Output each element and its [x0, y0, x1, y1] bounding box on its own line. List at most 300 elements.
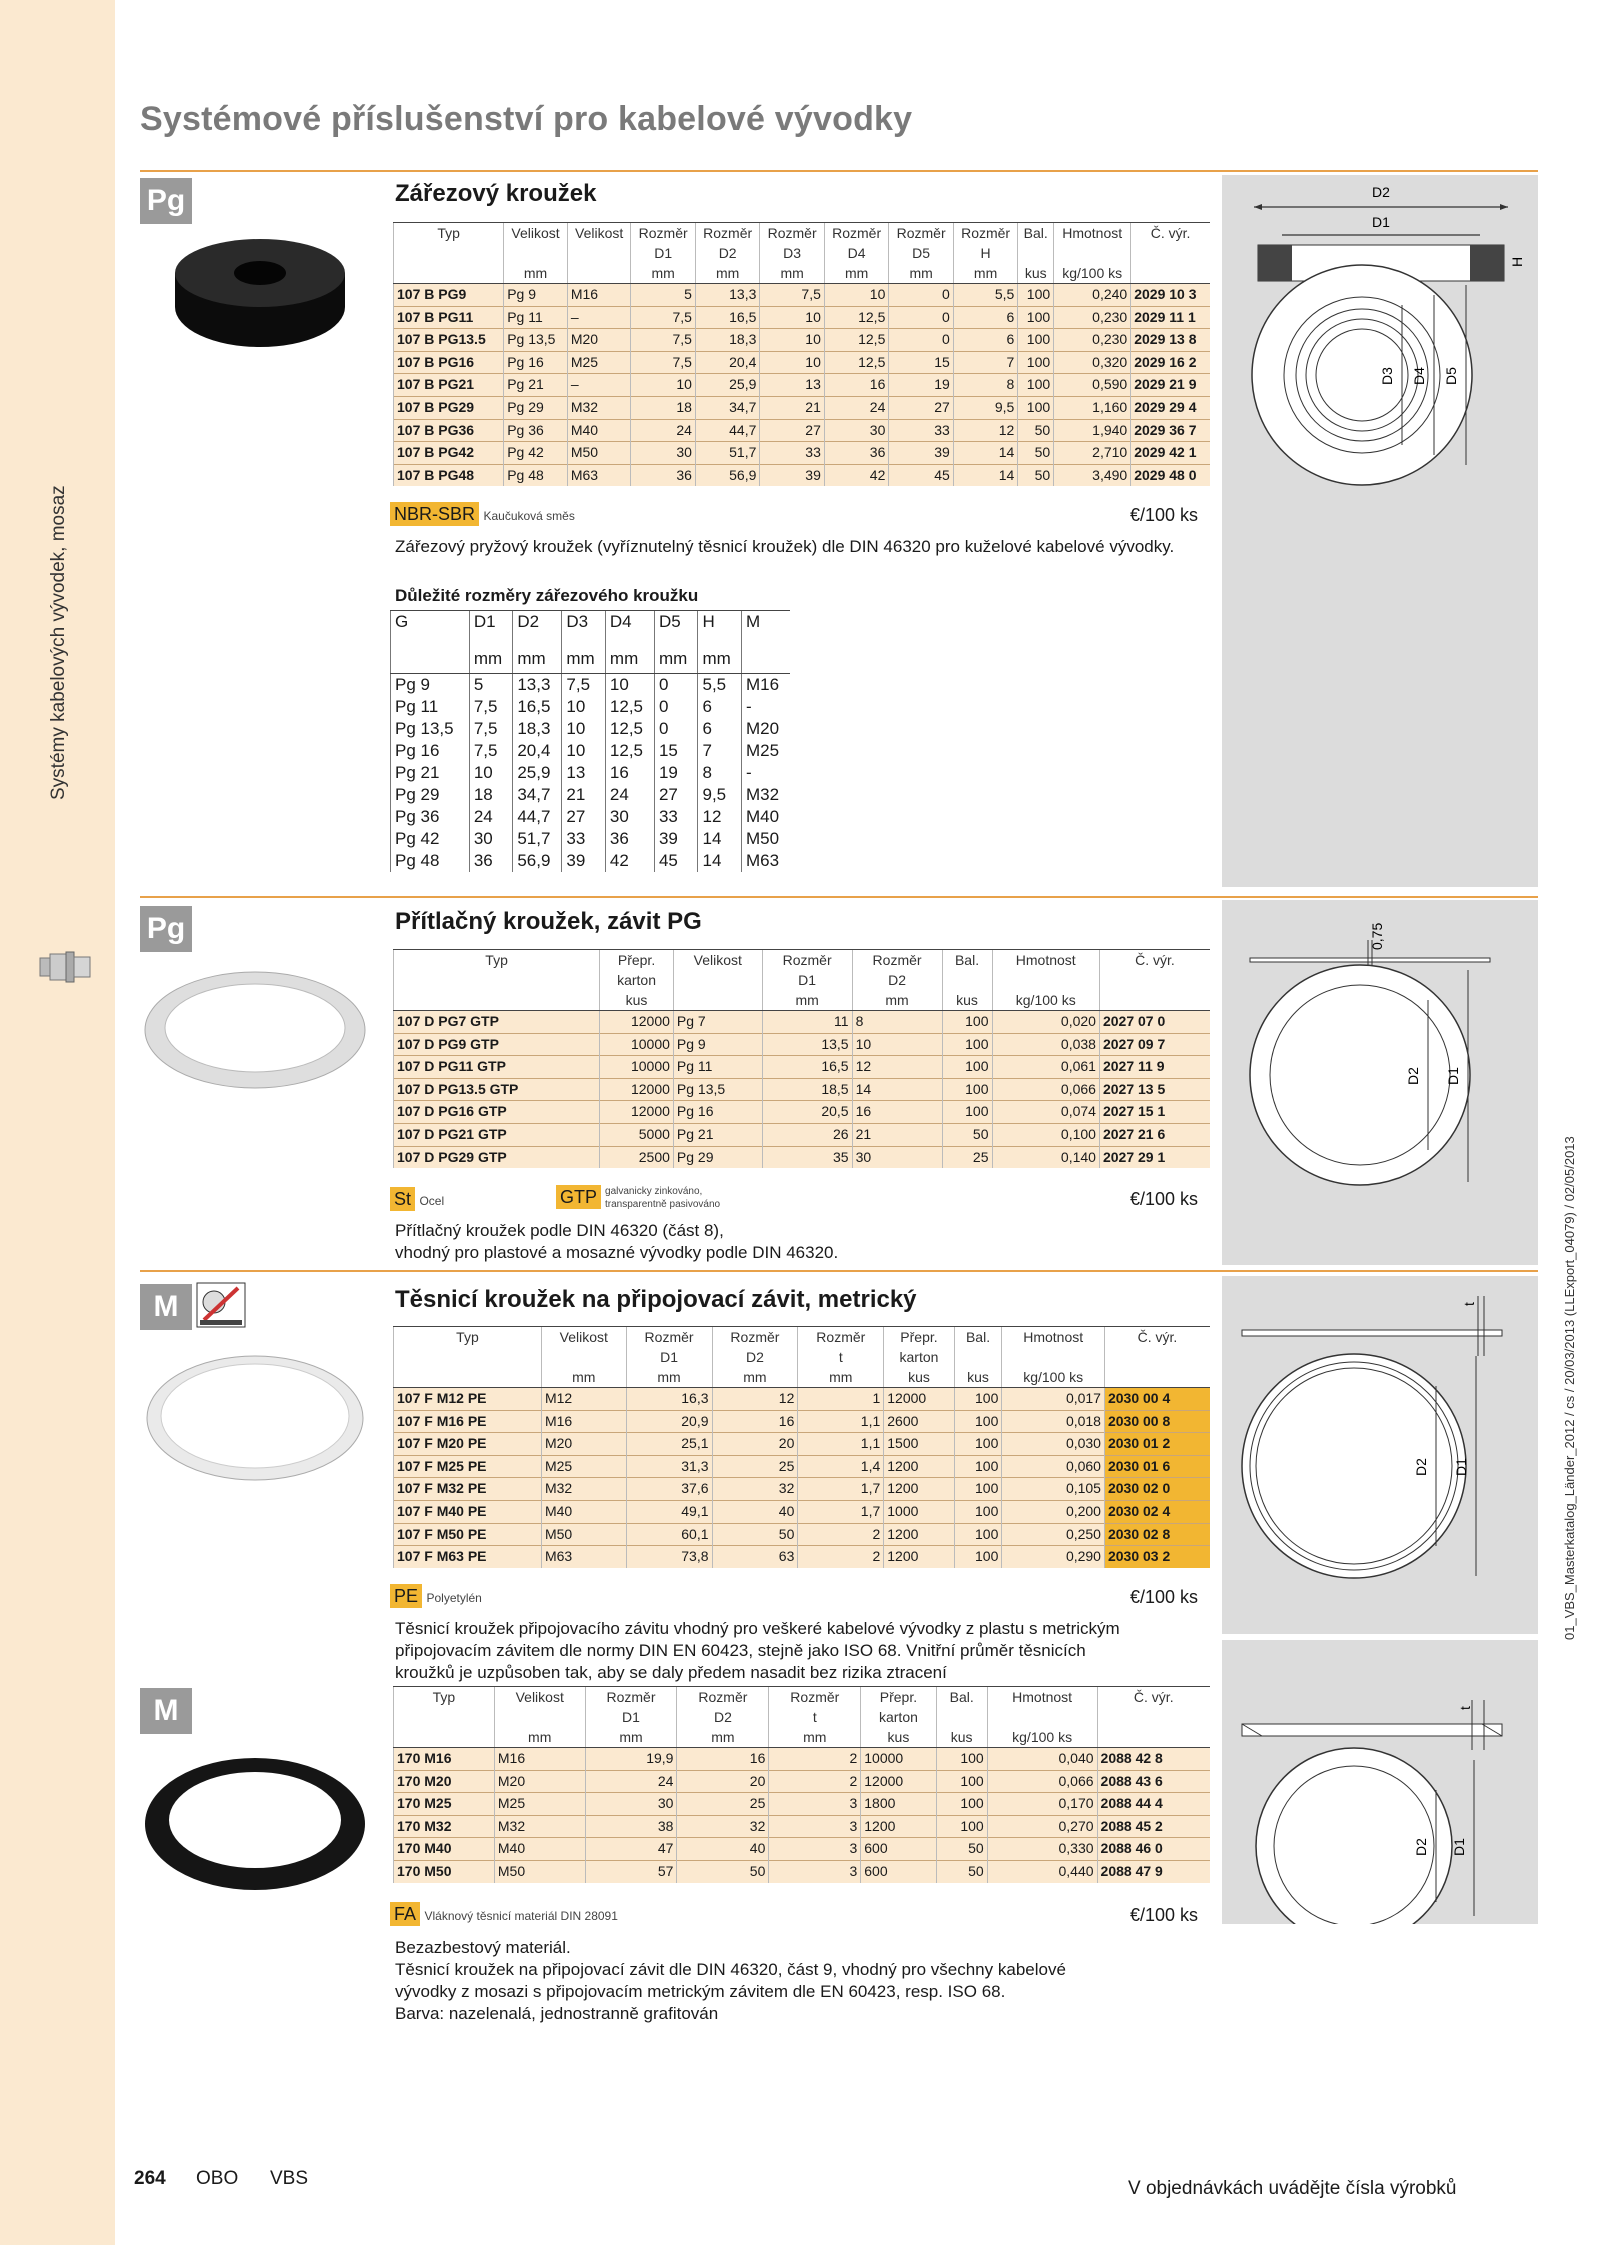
table-cell: M40	[742, 806, 791, 828]
dim-label-d3: D3	[1379, 367, 1395, 385]
table-cell: 30	[631, 442, 695, 465]
table-cell: M16	[742, 674, 791, 697]
table-cell: 100	[936, 1748, 987, 1771]
table-cell: Velikost	[673, 950, 762, 971]
table-cell: 107 B PG36	[394, 419, 504, 442]
table-row	[394, 464, 1211, 486]
table-cell: 25	[942, 1146, 992, 1168]
table-cell: -	[742, 762, 791, 784]
table-cell: M40	[494, 1838, 585, 1861]
table-cell: 107 B PG13.5	[394, 329, 504, 352]
table-cell: Pg 11	[391, 696, 470, 718]
table-cell: 2027 15 1	[1099, 1101, 1210, 1124]
table-cell: 100	[1018, 329, 1054, 352]
table-cell: D1	[585, 1707, 677, 1727]
table-cell: 56,9	[513, 850, 562, 872]
table-cell: 14	[698, 850, 742, 872]
table-cell: M20	[567, 329, 631, 352]
table-cell: 600	[861, 1838, 936, 1861]
table-cell: kus	[861, 1727, 936, 1748]
table-cell: 2088 45 2	[1097, 1815, 1210, 1838]
table-row	[394, 1033, 1211, 1056]
sealing-ring-black-image	[140, 1740, 370, 1900]
table-cell: 30	[585, 1793, 677, 1816]
table-cell: mm	[631, 263, 695, 284]
table-cell: D1	[626, 1347, 712, 1367]
material-code: PE	[390, 1584, 422, 1608]
table-cell: 16,5	[513, 696, 562, 718]
table-cell: Rozměr	[712, 1327, 798, 1348]
table-cell: 170 M32	[394, 1815, 495, 1838]
table-cell	[1097, 1727, 1210, 1748]
table-cell: 18	[631, 396, 695, 419]
table-cell: 10	[824, 284, 888, 307]
material-row	[390, 1584, 482, 1608]
table-cell: 39	[654, 828, 698, 850]
table-cell: M63	[742, 850, 791, 872]
table-cell: 2029 36 7	[1131, 419, 1210, 442]
description-line-1: Bezazbestový materiál.	[395, 1938, 571, 1957]
table-cell: M16	[567, 284, 631, 307]
table-cell: 7	[953, 351, 1017, 374]
table-cell: Velikost	[567, 223, 631, 244]
table-cell: 34,7	[513, 784, 562, 806]
table-cell: 2030 01 6	[1104, 1455, 1210, 1478]
table-cell: Bal.	[954, 1327, 1002, 1348]
table-cell: 100	[942, 1056, 992, 1079]
table-cell: 30	[605, 806, 654, 828]
table-cell: mm	[852, 990, 942, 1011]
table-cell: Rozměr	[760, 223, 824, 244]
table-row	[394, 1478, 1211, 1501]
table-cell: 45	[889, 464, 953, 486]
table-cell: 30	[469, 828, 513, 850]
table-cell	[394, 990, 600, 1011]
table-row	[391, 806, 791, 828]
price-unit: €/100 ks	[1130, 1189, 1199, 1209]
table-cell: 12	[953, 419, 1017, 442]
dim-label-d1: D1	[1445, 1067, 1461, 1085]
table-cell: 57	[585, 1860, 677, 1882]
table-row	[394, 1433, 1211, 1456]
table-cell: kus	[600, 990, 674, 1011]
table-cell: 50	[942, 1123, 992, 1146]
table-cell: 100	[942, 1011, 992, 1034]
certification-icon	[196, 1282, 246, 1328]
table-cell: 6	[698, 696, 742, 718]
table-cell: Rozměr	[798, 1327, 884, 1348]
table-cell: 10000	[600, 1056, 674, 1079]
table-row	[394, 1546, 1211, 1568]
table-cell: 15	[654, 740, 698, 762]
table-cell	[954, 1347, 1002, 1367]
table-cell: Přepr.	[861, 1687, 936, 1708]
table-cell: 10	[605, 674, 654, 697]
table-cell: 107 D PG16 GTP	[394, 1101, 600, 1124]
material-code: St	[390, 1187, 415, 1211]
table-cell: 12,5	[605, 696, 654, 718]
table-cell: 0,040	[987, 1748, 1097, 1771]
table-cell: kus	[936, 1727, 987, 1748]
table-cell: Pg 42	[504, 442, 568, 465]
description-line-2: vhodný pro plastové a mosazné vývodky podle DIN 46320.	[395, 1243, 839, 1262]
table-row	[391, 828, 791, 850]
table-cell: 31,3	[626, 1455, 712, 1478]
dim-label-d1: D1	[1372, 214, 1390, 230]
table-cell	[1054, 243, 1131, 263]
technical-drawing	[1222, 1640, 1538, 1924]
table-cell: 2027 21 6	[1099, 1123, 1210, 1146]
table-cell: 0,290	[1002, 1546, 1105, 1568]
table-cell: 0,060	[1002, 1455, 1105, 1478]
table-cell: 100	[954, 1523, 1002, 1546]
table-cell: 170 M40	[394, 1838, 495, 1861]
table-cell: 39	[562, 850, 606, 872]
product-table	[393, 1686, 1210, 1883]
table-cell: 0	[654, 718, 698, 740]
section-badge: Pg	[140, 178, 192, 224]
table-cell: 10	[562, 718, 606, 740]
table-header-row	[394, 1707, 1211, 1727]
table-row	[394, 374, 1211, 397]
table-cell: 50	[712, 1523, 798, 1546]
table-cell: 1200	[884, 1478, 954, 1501]
product-table	[393, 949, 1210, 1168]
table-cell: Pg 9	[673, 1033, 762, 1056]
table-cell: 3	[769, 1860, 861, 1882]
table-cell: D3	[760, 243, 824, 263]
table-cell: 1,1	[798, 1433, 884, 1456]
table-cell: 2029 10 3	[1131, 284, 1210, 307]
table-cell: 170 M20	[394, 1770, 495, 1793]
table-cell: 27	[562, 806, 606, 828]
table-cell	[394, 243, 504, 263]
table-row	[394, 1101, 1211, 1124]
table-cell: karton	[884, 1347, 954, 1367]
section-badge: M	[140, 1688, 192, 1734]
table-cell: 20,9	[626, 1410, 712, 1433]
table-cell: 2029 29 4	[1131, 396, 1210, 419]
section-rule	[140, 170, 1538, 172]
table-cell: M25	[742, 740, 791, 762]
table-cell: 107 B PG29	[394, 396, 504, 419]
table-cell: mm	[541, 1367, 626, 1388]
table-cell: 16,5	[695, 306, 759, 329]
table-cell: D2	[677, 1707, 769, 1727]
finish-code: GTP	[556, 1185, 601, 1209]
table-row	[394, 306, 1211, 329]
table-cell: 1,160	[1054, 396, 1131, 419]
dim-label-d4: D4	[1411, 367, 1427, 385]
table-cell: 32	[677, 1815, 769, 1838]
table-cell: 3	[769, 1838, 861, 1861]
table-cell: 10	[469, 762, 513, 784]
table-cell: 50	[1018, 419, 1054, 442]
table-cell: kus	[942, 990, 992, 1011]
table-cell: 20,5	[762, 1101, 852, 1124]
table-cell: 1200	[861, 1815, 936, 1838]
table-cell: 13	[562, 762, 606, 784]
dimension-table	[390, 610, 790, 872]
table-cell: D2	[513, 611, 562, 646]
left-margin-bar	[0, 0, 115, 2245]
table-cell: 8	[852, 1011, 942, 1034]
table-cell: 7,5	[469, 740, 513, 762]
table-cell: 0,330	[987, 1838, 1097, 1861]
table-cell: 0	[654, 674, 698, 697]
table-cell: 20	[712, 1433, 798, 1456]
table-cell: 107 F M32 PE	[394, 1478, 542, 1501]
table-cell: 2	[769, 1748, 861, 1771]
table-cell: 2029 13 8	[1131, 329, 1210, 352]
material-code: NBR-SBR	[390, 502, 479, 526]
table-cell: Č. výr.	[1097, 1687, 1210, 1708]
table-cell: M50	[742, 828, 791, 850]
table-cell: 107 B PG9	[394, 284, 504, 307]
table-cell: 6	[953, 329, 1017, 352]
table-cell: 36	[824, 442, 888, 465]
material-row	[390, 1902, 618, 1926]
table-cell	[936, 1707, 987, 1727]
material-code: FA	[390, 1902, 420, 1926]
table-cell: 50	[936, 1838, 987, 1861]
dim-label-d1: D1	[1451, 1838, 1467, 1856]
table-cell: Pg 21	[391, 762, 470, 784]
table-cell: 0,230	[1054, 306, 1131, 329]
table-cell	[494, 1707, 585, 1727]
table-cell: M32	[742, 784, 791, 806]
sealing-ring-white-image	[140, 1340, 370, 1490]
table-cell: 13	[760, 374, 824, 397]
material-desc: Vláknový těsnicí materiál DIN 28091	[424, 1909, 618, 1923]
table-cell: 20,4	[695, 351, 759, 374]
table-cell	[942, 970, 992, 990]
table-cell	[541, 1347, 626, 1367]
table-cell: 0	[654, 696, 698, 718]
table-row	[394, 396, 1211, 419]
table-cell: Rozměr	[953, 223, 1017, 244]
table-cell: 30	[824, 419, 888, 442]
table-cell: Hmotnost	[1054, 223, 1131, 244]
material-row	[390, 502, 575, 526]
table-cell: 19	[654, 762, 698, 784]
table-cell: 100	[942, 1078, 992, 1101]
table-row	[391, 850, 791, 872]
table-row	[394, 1146, 1211, 1168]
table-cell: Přepr.	[884, 1327, 954, 1348]
table-cell: Pg 29	[504, 396, 568, 419]
table-cell: 25,9	[513, 762, 562, 784]
table-cell: 2027 29 1	[1099, 1146, 1210, 1168]
table-cell: Rozměr	[824, 223, 888, 244]
table-cell: 170 M50	[394, 1860, 495, 1882]
table-cell	[1018, 243, 1054, 263]
section-title: Těsnicí kroužek na připojovací závit, metrický	[395, 1286, 917, 1313]
table-cell: 0,590	[1054, 374, 1131, 397]
table-cell: 13,3	[513, 674, 562, 697]
table-cell	[394, 263, 504, 284]
table-cell: Pg 13,5	[391, 718, 470, 740]
table-cell: 2030 00 8	[1104, 1410, 1210, 1433]
table-cell: 8	[953, 374, 1017, 397]
table-cell: 0,440	[987, 1860, 1097, 1882]
table-cell: 1,7	[798, 1478, 884, 1501]
dim-label-t: t	[1461, 1302, 1477, 1306]
table-cell: 16	[824, 374, 888, 397]
table-cell: 107 F M16 PE	[394, 1410, 542, 1433]
table-cell: 38	[585, 1815, 677, 1838]
material-desc: Ocel	[419, 1194, 445, 1208]
table-cell: H	[698, 611, 742, 646]
table-cell: kus	[954, 1367, 1002, 1388]
table-cell: 14	[953, 442, 1017, 465]
table-header-row	[394, 990, 1211, 1011]
description-line-2: Těsnicí kroužek na připojovací závit dle DIN 46320, část 9, vhodný pro všechny kabelové	[395, 1960, 1066, 1979]
table-cell: 2027 11 9	[1099, 1056, 1210, 1079]
table-cell: 2088 47 9	[1097, 1860, 1210, 1882]
table-cell: D3	[562, 611, 606, 646]
table-cell: D5	[889, 243, 953, 263]
table-header-row	[394, 263, 1211, 284]
table-cell	[673, 970, 762, 990]
table-cell: Velikost	[504, 223, 568, 244]
table-cell: Pg 29	[673, 1146, 762, 1168]
description-line-1: Přítlačný kroužek podle DIN 46320 (část 8),	[395, 1221, 724, 1240]
table-cell: 107 D PG29 GTP	[394, 1146, 600, 1168]
table-row	[391, 696, 791, 718]
table-cell: 100	[936, 1815, 987, 1838]
table-cell: Velikost	[541, 1327, 626, 1348]
table-cell: -	[742, 696, 791, 718]
table-cell: 100	[954, 1478, 1002, 1501]
table-cell: 51,7	[695, 442, 759, 465]
table-row	[394, 1523, 1211, 1546]
table-row	[394, 1078, 1211, 1101]
table-cell: 100	[936, 1770, 987, 1793]
table-cell: D4	[824, 243, 888, 263]
table-cell: 0,061	[992, 1056, 1099, 1079]
table-row	[394, 1500, 1211, 1523]
table-cell: 0	[889, 306, 953, 329]
table-cell: 2030 01 2	[1104, 1433, 1210, 1456]
table-cell: Pg 16	[673, 1101, 762, 1124]
table-cell: 33	[760, 442, 824, 465]
table-cell: 12,5	[605, 740, 654, 762]
description-line-4: Barva: nazelenalá, jednostranně grafitován	[395, 2004, 719, 2023]
side-section-label: Systémy kabelových vývodek, mosaz	[48, 485, 69, 800]
table-cell: 1,940	[1054, 419, 1131, 442]
table-cell: 12,5	[824, 306, 888, 329]
finish-row	[556, 1185, 720, 1211]
table-cell: 0	[889, 284, 953, 307]
table-cell: D2	[695, 243, 759, 263]
table-cell: Typ	[394, 1327, 542, 1348]
footer-brand: OBO	[196, 2168, 239, 2189]
table-cell: Pg 16	[504, 351, 568, 374]
table-cell: 0,038	[992, 1033, 1099, 1056]
table-cell: 107 F M40 PE	[394, 1500, 542, 1523]
table-cell: Pg 21	[504, 374, 568, 397]
price-unit: €/100 ks	[1130, 1905, 1199, 1925]
table-cell: mm	[769, 1727, 861, 1748]
table-cell: 12000	[600, 1078, 674, 1101]
table-cell: 2	[798, 1546, 884, 1568]
table-cell: 100	[942, 1033, 992, 1056]
table-row	[394, 1056, 1211, 1079]
table-cell: 1200	[884, 1546, 954, 1568]
dimension-table-title: Důležité rozměry zářezového kroužku	[395, 586, 699, 605]
table-cell: 21	[562, 784, 606, 806]
section-rule	[140, 896, 1538, 898]
table-cell: 34,7	[695, 396, 759, 419]
dim-label-h: H	[1509, 256, 1525, 267]
table-cell: Přepr.	[600, 950, 674, 971]
table-cell: 2600	[884, 1410, 954, 1433]
page-title: Systémové příslušenství pro kabelové vývodky	[140, 100, 913, 138]
table-cell: 2029 42 1	[1131, 442, 1210, 465]
table-cell: 14	[698, 828, 742, 850]
table-cell: 2029 48 0	[1131, 464, 1210, 486]
table-cell: 27	[654, 784, 698, 806]
table-cell: 7	[698, 740, 742, 762]
section-rule	[140, 1270, 1538, 1272]
table-cell: M16	[541, 1410, 626, 1433]
table-cell: 2027 09 7	[1099, 1033, 1210, 1056]
table-cell	[567, 243, 631, 263]
table-cell: 25	[712, 1455, 798, 1478]
table-cell: Pg 42	[391, 828, 470, 850]
table-cell: 0,066	[987, 1770, 1097, 1793]
table-cell: 3,490	[1054, 464, 1131, 486]
table-cell: –	[567, 374, 631, 397]
table-cell: 100	[1018, 284, 1054, 307]
table-cell: 0,170	[987, 1793, 1097, 1816]
table-cell: mm	[760, 263, 824, 284]
table-row	[394, 1793, 1211, 1816]
table-cell: Pg 48	[504, 464, 568, 486]
section-title: Přítlačný kroužek, závit PG	[395, 908, 702, 935]
table-cell: M16	[494, 1748, 585, 1771]
table-cell: Pg 13,5	[504, 329, 568, 352]
table-cell: Č. výr.	[1099, 950, 1210, 971]
table-cell: 1200	[884, 1523, 954, 1546]
footer-section: VBS	[270, 2168, 309, 2189]
table-cell: 107 D PG11 GTP	[394, 1056, 600, 1079]
table-cell: mm	[585, 1727, 677, 1748]
table-cell: 30	[852, 1146, 942, 1168]
table-cell: 12000	[600, 1101, 674, 1124]
table-cell: 33	[654, 806, 698, 828]
table-cell: D1	[631, 243, 695, 263]
description-line-3: vývodky z mosazi s připojovacím metrickým závitem dle EN 60423, resp. ISO 68.	[395, 1982, 1006, 2001]
table-cell: 12000	[861, 1770, 936, 1793]
table-cell: Pg 9	[504, 284, 568, 307]
table-cell: 170 M16	[394, 1748, 495, 1771]
table-cell: 18	[469, 784, 513, 806]
table-cell: M63	[541, 1546, 626, 1568]
table-cell: kg/100 ks	[1054, 263, 1131, 284]
table-cell: Rozměr	[889, 223, 953, 244]
table-cell: 7,5	[469, 696, 513, 718]
table-cell: 0,250	[1002, 1523, 1105, 1546]
table-cell: 19,9	[585, 1748, 677, 1771]
table-cell: 7,5	[760, 284, 824, 307]
table-cell: M12	[541, 1388, 626, 1411]
table-cell: Typ	[394, 223, 504, 244]
table-cell: kg/100 ks	[1002, 1367, 1105, 1388]
table-cell: 0,020	[992, 1011, 1099, 1034]
table-cell: 107 B PG42	[394, 442, 504, 465]
